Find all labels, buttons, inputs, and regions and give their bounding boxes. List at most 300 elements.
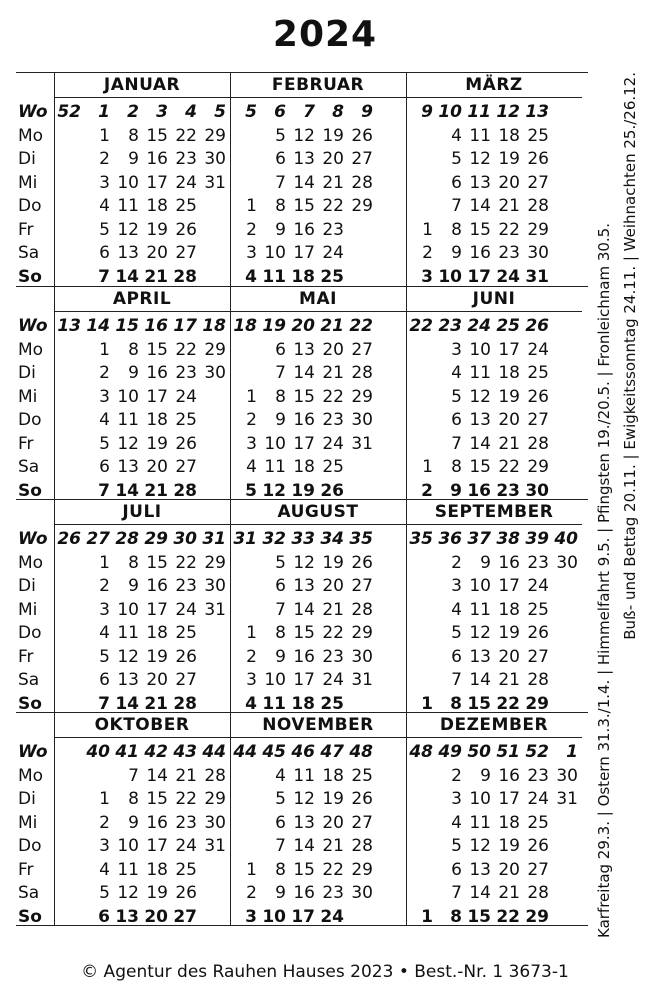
day-cell: 9 xyxy=(450,480,462,501)
day-cell: 23 xyxy=(175,812,197,833)
week-number: 31 xyxy=(202,529,226,549)
day-cell: 19 xyxy=(146,433,168,454)
day-cell: 24 xyxy=(320,906,344,927)
day-cell: 26 xyxy=(527,149,549,169)
week-number: 25 xyxy=(496,316,520,336)
week-number: 27 xyxy=(86,529,110,549)
day-cell: 7 xyxy=(128,765,139,786)
month-april xyxy=(54,287,230,500)
day-cell: 22 xyxy=(498,219,520,240)
day-cell: 27 xyxy=(351,149,373,169)
day-cell: 10 xyxy=(117,386,139,407)
day-cell: 19 xyxy=(498,149,520,169)
day-cell: 28 xyxy=(173,480,197,501)
week-number: 22 xyxy=(349,316,373,336)
day-cell: 21 xyxy=(144,480,168,501)
week-number: 51 xyxy=(496,742,520,762)
week-number: 24 xyxy=(467,316,491,336)
day-cell: 9 xyxy=(275,883,286,903)
day-cell: 7 xyxy=(275,599,286,620)
day-cell: 17 xyxy=(498,339,520,360)
day-cell: 29 xyxy=(527,219,549,240)
weekday-label: Sa xyxy=(18,243,40,263)
weekday-label: Fr xyxy=(18,859,34,880)
day-cell: 11 xyxy=(262,266,286,287)
quarter-block xyxy=(16,499,588,713)
weekday-label: Di xyxy=(18,576,36,596)
day-cell: 1 xyxy=(421,693,433,714)
day-cell: 1 xyxy=(99,339,110,360)
day-cell: 30 xyxy=(525,480,549,501)
week-number: 11 xyxy=(467,102,491,122)
day-cell: 27 xyxy=(175,670,197,690)
week-number: 31 xyxy=(233,529,257,549)
day-cell: 16 xyxy=(469,243,491,263)
day-cell: 24 xyxy=(527,576,549,596)
day-cell: 23 xyxy=(322,219,344,240)
day-cell: 18 xyxy=(146,859,168,880)
month-juli xyxy=(54,500,230,713)
day-cell: 24 xyxy=(527,339,549,360)
day-cell: 2 xyxy=(99,576,110,596)
day-cell: 23 xyxy=(527,552,549,573)
day-cell: 7 xyxy=(451,433,462,454)
day-cell: 15 xyxy=(467,693,491,714)
day-cell: 11 xyxy=(117,623,139,643)
day-cell: 4 xyxy=(99,196,110,216)
month-name: MAI xyxy=(299,289,337,309)
day-cell: 14 xyxy=(115,480,139,501)
day-cell: 26 xyxy=(527,623,549,643)
week-number: 13 xyxy=(57,316,81,336)
week-number: 8 xyxy=(332,102,344,122)
week-number: 3 xyxy=(156,102,168,122)
day-cell: 2 xyxy=(246,219,257,240)
quarter-block xyxy=(16,712,588,926)
day-cell: 10 xyxy=(117,836,139,856)
day-cell: 20 xyxy=(498,646,520,667)
day-cell: 13 xyxy=(469,172,491,193)
weekday-label: Di xyxy=(18,363,36,383)
holiday-notes xyxy=(592,72,644,938)
month-name: NOVEMBER xyxy=(262,715,374,735)
day-cell: 6 xyxy=(275,149,286,169)
day-cell: 23 xyxy=(322,883,344,903)
week-number: 34 xyxy=(320,529,344,549)
week-number: 35 xyxy=(349,529,373,549)
day-cell: 24 xyxy=(322,670,344,690)
day-cell: 21 xyxy=(498,883,520,903)
month-header-rule xyxy=(54,524,230,525)
day-cell: 4 xyxy=(451,125,462,146)
week-number: 30 xyxy=(173,529,197,549)
day-cell: 18 xyxy=(291,693,315,714)
day-cell: 9 xyxy=(275,410,286,430)
day-cell: 15 xyxy=(469,219,491,240)
weekday-label: Mo xyxy=(18,339,44,360)
day-cell: 4 xyxy=(245,693,257,714)
week-number: 48 xyxy=(409,742,433,762)
day-cell: 15 xyxy=(146,552,168,573)
day-cell: 12 xyxy=(117,433,139,454)
day-cell: 19 xyxy=(146,646,168,667)
day-cell: 30 xyxy=(204,363,226,383)
day-cell: 5 xyxy=(99,883,110,903)
day-cell: 6 xyxy=(275,339,286,360)
month-name: DEZEMBER xyxy=(439,715,549,735)
day-cell: 1 xyxy=(246,623,257,643)
day-cell: 21 xyxy=(144,693,168,714)
day-cell: 25 xyxy=(175,196,197,216)
month-header-rule xyxy=(54,311,230,312)
week-number: 1 xyxy=(98,102,110,122)
day-cell: 3 xyxy=(246,243,257,263)
day-cell: 7 xyxy=(451,670,462,690)
day-cell: 10 xyxy=(264,670,286,690)
week-number: 20 xyxy=(291,316,315,336)
day-cell: 29 xyxy=(527,457,549,477)
day-cell: 22 xyxy=(496,906,520,927)
day-cell: 3 xyxy=(99,599,110,620)
week-number: 19 xyxy=(262,316,286,336)
day-cell: 17 xyxy=(498,576,520,596)
year-title: 2024 xyxy=(272,14,378,55)
day-cell: 23 xyxy=(496,480,520,501)
day-cell: 27 xyxy=(527,859,549,880)
day-cell: 5 xyxy=(275,552,286,573)
day-cell: 28 xyxy=(351,363,373,383)
day-cell: 27 xyxy=(173,906,197,927)
day-cell: 2 xyxy=(246,410,257,430)
day-cell: 30 xyxy=(556,552,578,573)
week-number: 21 xyxy=(320,316,344,336)
day-cell: 18 xyxy=(322,765,344,786)
weekday-label: So xyxy=(18,266,42,287)
day-cell: 20 xyxy=(498,410,520,430)
day-cell: 11 xyxy=(469,125,491,146)
day-cell: 16 xyxy=(146,576,168,596)
day-cell: 25 xyxy=(175,410,197,430)
month-dezember xyxy=(406,713,582,926)
day-cell: 15 xyxy=(146,339,168,360)
month-header-rule xyxy=(230,311,406,312)
day-cell: 26 xyxy=(527,836,549,856)
day-cell: 20 xyxy=(498,172,520,193)
day-cell: 25 xyxy=(175,859,197,880)
day-cell: 18 xyxy=(498,599,520,620)
day-cell: 15 xyxy=(146,125,168,146)
day-cell: 21 xyxy=(498,196,520,216)
day-cell: 7 xyxy=(451,883,462,903)
day-cell: 15 xyxy=(293,623,315,643)
day-cell: 17 xyxy=(293,433,315,454)
day-cell: 6 xyxy=(451,410,462,430)
day-cell: 11 xyxy=(469,599,491,620)
week-number: 45 xyxy=(262,742,286,762)
day-cell: 13 xyxy=(293,149,315,169)
day-cell: 23 xyxy=(527,765,549,786)
day-cell: 12 xyxy=(293,789,315,809)
day-cell: 3 xyxy=(246,433,257,454)
day-cell: 5 xyxy=(245,480,257,501)
day-cell: 30 xyxy=(351,646,373,667)
day-cell: 28 xyxy=(527,883,549,903)
day-cell: 23 xyxy=(175,149,197,169)
week-number: 10 xyxy=(438,102,462,122)
day-cell: 4 xyxy=(275,765,286,786)
day-cell: 19 xyxy=(498,836,520,856)
day-cell: 18 xyxy=(498,363,520,383)
day-cell: 20 xyxy=(144,906,168,927)
day-cell: 2 xyxy=(99,812,110,833)
day-cell: 12 xyxy=(469,623,491,643)
month-header-rule xyxy=(406,311,582,312)
week-number: 41 xyxy=(115,742,139,762)
day-cell: 6 xyxy=(99,243,110,263)
day-cell: 2 xyxy=(451,552,462,573)
day-cell: 22 xyxy=(498,457,520,477)
day-cell: 27 xyxy=(351,339,373,360)
weekday-label: Sa xyxy=(18,457,40,477)
day-cell: 7 xyxy=(98,266,110,287)
week-number: 9 xyxy=(421,102,433,122)
day-cell: 15 xyxy=(293,196,315,216)
month-header-rule xyxy=(406,524,582,525)
week-number: 32 xyxy=(262,529,286,549)
week-number: 15 xyxy=(115,316,139,336)
day-cell: 28 xyxy=(173,266,197,287)
month-name: APRIL xyxy=(112,289,172,309)
day-cell: 13 xyxy=(293,339,315,360)
day-cell: 11 xyxy=(117,196,139,216)
day-cell: 4 xyxy=(99,859,110,880)
day-cell: 29 xyxy=(351,623,373,643)
day-cell: 12 xyxy=(117,883,139,903)
day-cell: 9 xyxy=(128,812,139,833)
day-cell: 7 xyxy=(275,363,286,383)
week-number: 44 xyxy=(233,742,257,762)
day-cell: 31 xyxy=(525,266,549,287)
week-number: 29 xyxy=(144,529,168,549)
week-number: 46 xyxy=(291,742,315,762)
holiday-line-1: Karfreitag 29.3. | Ostern 31.3./1.4. | Himmelfahrt 9.5. | Pfingsten 19./20.5. | Fronleichnam 30.5. xyxy=(595,223,613,938)
day-cell: 12 xyxy=(469,836,491,856)
week-number: 22 xyxy=(409,316,433,336)
day-cell: 19 xyxy=(291,480,315,501)
month-september xyxy=(406,500,582,713)
week-number: 5 xyxy=(214,102,226,122)
day-cell: 30 xyxy=(351,883,373,903)
weekday-label: So xyxy=(18,480,42,501)
day-cell: 3 xyxy=(451,576,462,596)
month-name: SEPTEMBER xyxy=(434,502,554,522)
weekday-label: Do xyxy=(18,410,42,430)
week-number: 52 xyxy=(57,102,81,122)
day-cell: 10 xyxy=(469,576,491,596)
weekday-label: Do xyxy=(18,196,42,216)
day-cell: 1 xyxy=(422,457,433,477)
week-number: 4 xyxy=(185,102,197,122)
day-cell: 22 xyxy=(175,789,197,809)
day-cell: 29 xyxy=(351,386,373,407)
month-januar xyxy=(54,73,230,286)
day-cell: 15 xyxy=(469,457,491,477)
day-cell: 5 xyxy=(99,433,110,454)
week-number: 52 xyxy=(525,742,549,762)
week-number: 49 xyxy=(438,742,462,762)
day-cell: 22 xyxy=(175,125,197,146)
day-cell: 18 xyxy=(291,266,315,287)
day-cell: 10 xyxy=(262,906,286,927)
day-cell: 5 xyxy=(451,149,462,169)
day-cell: 16 xyxy=(293,219,315,240)
day-cell: 20 xyxy=(146,670,168,690)
day-cell: 22 xyxy=(322,196,344,216)
day-cell: 29 xyxy=(204,339,226,360)
day-cell: 5 xyxy=(451,386,462,407)
day-cell: 5 xyxy=(451,836,462,856)
day-cell: 8 xyxy=(128,789,139,809)
week-number: 5 xyxy=(245,102,257,122)
day-cell: 13 xyxy=(115,906,139,927)
day-cell: 4 xyxy=(246,457,257,477)
week-number: 9 xyxy=(361,102,373,122)
day-cell: 17 xyxy=(498,789,520,809)
day-cell: 3 xyxy=(246,670,257,690)
month-märz xyxy=(406,73,582,286)
day-cell: 27 xyxy=(351,812,373,833)
year-calendar-grid xyxy=(16,72,588,926)
day-cell: 21 xyxy=(322,363,344,383)
month-header-rule xyxy=(230,97,406,98)
day-cell: 7 xyxy=(275,836,286,856)
day-cell: 8 xyxy=(128,339,139,360)
day-cell: 19 xyxy=(322,552,344,573)
day-cell: 9 xyxy=(275,646,286,667)
day-cell: 23 xyxy=(175,363,197,383)
week-number: 17 xyxy=(173,316,197,336)
day-cell: 18 xyxy=(146,196,168,216)
day-cell: 5 xyxy=(451,623,462,643)
day-cell: 17 xyxy=(146,836,168,856)
day-cell: 8 xyxy=(275,623,286,643)
week-number: 40 xyxy=(86,742,110,762)
day-cell: 17 xyxy=(146,386,168,407)
day-cell: 16 xyxy=(146,149,168,169)
day-cell: 10 xyxy=(469,339,491,360)
day-cell: 6 xyxy=(275,576,286,596)
day-cell: 17 xyxy=(146,172,168,193)
day-cell: 19 xyxy=(498,386,520,407)
day-cell: 4 xyxy=(451,363,462,383)
day-cell: 4 xyxy=(99,623,110,643)
day-cell: 14 xyxy=(115,266,139,287)
week-number: 18 xyxy=(233,316,257,336)
day-cell: 17 xyxy=(467,266,491,287)
day-cell: 14 xyxy=(469,196,491,216)
quarter-block xyxy=(16,286,588,500)
month-name: FEBRUAR xyxy=(271,75,365,95)
day-cell: 21 xyxy=(322,599,344,620)
day-cell: 11 xyxy=(469,363,491,383)
day-cell: 7 xyxy=(275,172,286,193)
day-cell: 12 xyxy=(469,386,491,407)
day-cell: 5 xyxy=(275,789,286,809)
day-cell: 4 xyxy=(245,266,257,287)
day-cell: 14 xyxy=(469,883,491,903)
month-februar xyxy=(230,73,406,286)
day-cell: 2 xyxy=(422,243,433,263)
day-cell: 28 xyxy=(204,765,226,786)
day-cell: 1 xyxy=(99,552,110,573)
day-cell: 14 xyxy=(469,670,491,690)
day-cell: 8 xyxy=(450,693,462,714)
day-cell: 6 xyxy=(275,812,286,833)
week-number: 28 xyxy=(115,529,139,549)
day-cell: 30 xyxy=(204,149,226,169)
day-cell: 26 xyxy=(351,789,373,809)
month-name: MÄRZ xyxy=(465,75,523,95)
weekday-label: Mi xyxy=(18,812,38,833)
week-number: 42 xyxy=(144,742,168,762)
day-cell: 24 xyxy=(322,243,344,263)
weekday-label: Do xyxy=(18,623,42,643)
day-cell: 27 xyxy=(351,576,373,596)
week-number: 23 xyxy=(438,316,462,336)
day-cell: 29 xyxy=(204,552,226,573)
day-cell: 11 xyxy=(293,765,315,786)
day-cell: 21 xyxy=(175,765,197,786)
month-name: JULI xyxy=(122,502,162,522)
day-cell: 21 xyxy=(322,836,344,856)
day-cell: 29 xyxy=(351,859,373,880)
weekday-label: Do xyxy=(18,836,42,856)
day-cell: 21 xyxy=(144,266,168,287)
day-cell: 22 xyxy=(322,623,344,643)
day-cell: 11 xyxy=(264,457,286,477)
day-cell: 3 xyxy=(99,386,110,407)
day-cell: 20 xyxy=(322,339,344,360)
week-number: 50 xyxy=(467,742,491,762)
week-number: 16 xyxy=(144,316,168,336)
month-name: OKTOBER xyxy=(94,715,190,735)
day-cell: 22 xyxy=(322,859,344,880)
week-number: 39 xyxy=(525,529,549,549)
day-cell: 13 xyxy=(469,410,491,430)
day-cell: 11 xyxy=(117,859,139,880)
day-cell: 8 xyxy=(275,859,286,880)
day-cell: 1 xyxy=(99,125,110,146)
month-name: JUNI xyxy=(472,289,516,309)
day-cell: 13 xyxy=(117,457,139,477)
day-cell: 1 xyxy=(421,906,433,927)
day-cell: 29 xyxy=(525,906,549,927)
month-header-rule xyxy=(230,524,406,525)
day-cell: 22 xyxy=(322,386,344,407)
day-cell: 17 xyxy=(291,906,315,927)
week-number: 12 xyxy=(496,102,520,122)
day-cell: 16 xyxy=(293,646,315,667)
day-cell: 31 xyxy=(351,670,373,690)
day-cell: 6 xyxy=(451,859,462,880)
day-cell: 14 xyxy=(469,433,491,454)
weekday-label: Sa xyxy=(18,883,40,903)
day-cell: 2 xyxy=(451,765,462,786)
day-cell: 10 xyxy=(438,266,462,287)
day-cell: 4 xyxy=(451,599,462,620)
day-cell: 24 xyxy=(175,172,197,193)
week-number: 6 xyxy=(274,102,286,122)
